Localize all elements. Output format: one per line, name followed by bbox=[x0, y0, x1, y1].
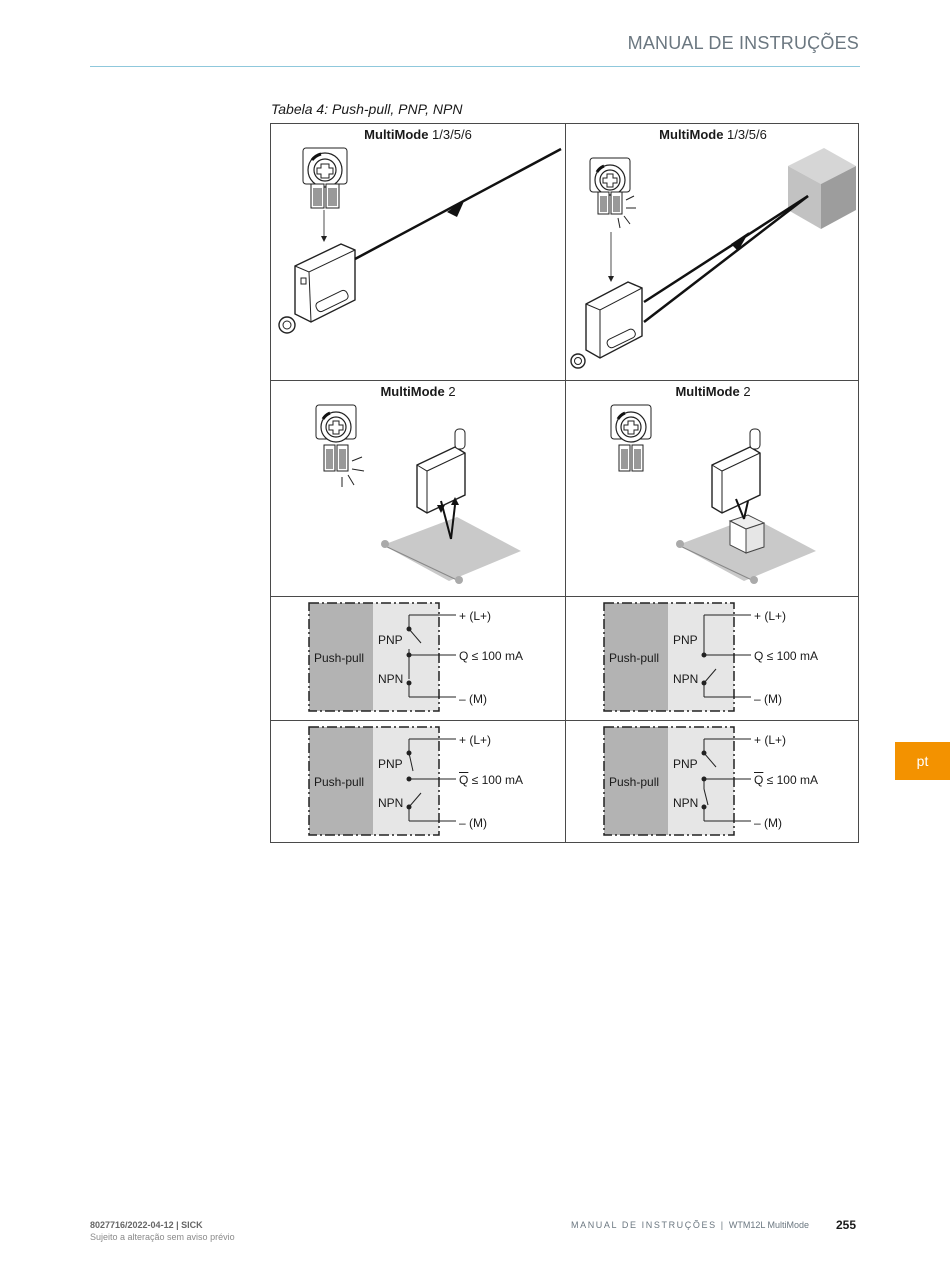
npn-label: NPN bbox=[673, 796, 699, 810]
conveyor-sensor-illustration bbox=[271, 381, 565, 596]
reflection-sensor-illustration bbox=[566, 124, 859, 380]
table-caption: Tabela 4: Push-pull, PNP, NPN bbox=[271, 101, 463, 117]
sensor-icon bbox=[571, 282, 642, 368]
plus-label: + (L+) bbox=[459, 733, 492, 747]
footer-note: Sujeito a alteração sem aviso prévio bbox=[90, 1232, 235, 1242]
conveyor-icon bbox=[381, 517, 521, 584]
circuit-qbar-npn bbox=[566, 721, 859, 842]
footer-product: WTM12L MultiMode bbox=[728, 1220, 810, 1230]
minus-label: – (M) bbox=[459, 692, 487, 706]
plus-label: + (L+) bbox=[459, 609, 492, 623]
output-label: Q ≤ 100 mA bbox=[459, 649, 523, 663]
cell-title: MultiMode 2 bbox=[380, 384, 456, 399]
pnp-label: PNP bbox=[673, 757, 698, 771]
cell-row1-left bbox=[271, 124, 565, 380]
conveyor-object-sensor-illustration bbox=[566, 381, 859, 596]
circuit-qbar-pnp bbox=[271, 721, 565, 842]
sensor-icon bbox=[279, 244, 355, 333]
circuit-q-npn-closed bbox=[566, 597, 859, 720]
plus-label: + (L+) bbox=[754, 733, 787, 747]
plus-label: + (L+) bbox=[754, 609, 787, 623]
minus-label: – (M) bbox=[459, 816, 487, 830]
footer-left bbox=[90, 1219, 235, 1243]
energetic-sensor-illustration bbox=[271, 124, 565, 380]
block-label: Push-pull bbox=[609, 775, 660, 789]
header-rule bbox=[90, 66, 860, 67]
pnp-label: PNP bbox=[673, 633, 698, 647]
pnp-label: PNP bbox=[378, 633, 403, 647]
dial-icon bbox=[611, 405, 651, 471]
cell-title: MultiMode 1/3/5/6 bbox=[659, 127, 767, 142]
language-tab[interactable]: pt bbox=[895, 742, 950, 780]
sensor-icon bbox=[417, 429, 465, 513]
output-label: $\overline{Q} \le 100$ mA bbox=[754, 773, 818, 787]
header-title: MANUAL DE INSTRUÇÕES bbox=[627, 33, 859, 53]
dial-icon bbox=[316, 405, 364, 487]
cell-title: MultiMode 1/3/5/6 bbox=[364, 127, 472, 142]
pnp-label: PNP bbox=[378, 757, 403, 771]
output-label: $\overline{Q} \le 100$ mA bbox=[459, 773, 523, 787]
cell-row2-right bbox=[566, 381, 859, 596]
output-label: Q ≤ 100 mA bbox=[754, 649, 818, 663]
npn-label: NPN bbox=[378, 796, 404, 810]
cell-row2-left bbox=[271, 381, 565, 596]
minus-label: – (M) bbox=[754, 692, 782, 706]
minus-label: – (M) bbox=[754, 816, 782, 830]
footer-right bbox=[571, 1220, 809, 1230]
footer-doc-id: 8027716/2022-04-12 | SICK bbox=[90, 1220, 203, 1230]
table bbox=[270, 123, 859, 843]
block-label: Push-pull bbox=[314, 775, 365, 789]
npn-label: NPN bbox=[673, 672, 699, 686]
box-object-icon bbox=[730, 515, 764, 553]
cell-row1-right bbox=[566, 124, 859, 380]
cell-title: MultiMode 2 bbox=[675, 384, 751, 399]
block-label: Push-pull bbox=[609, 651, 660, 665]
circuit-q-pnp-closed bbox=[271, 597, 565, 720]
block-label: Push-pull bbox=[314, 651, 365, 665]
target-cube-icon bbox=[788, 148, 856, 229]
footer-manual: MANUAL DE INSTRUÇÕES | bbox=[571, 1220, 729, 1230]
npn-label: NPN bbox=[378, 672, 404, 686]
dial-icon bbox=[590, 158, 636, 228]
dial-icon bbox=[303, 148, 347, 208]
page-number: 255 bbox=[836, 1218, 857, 1232]
